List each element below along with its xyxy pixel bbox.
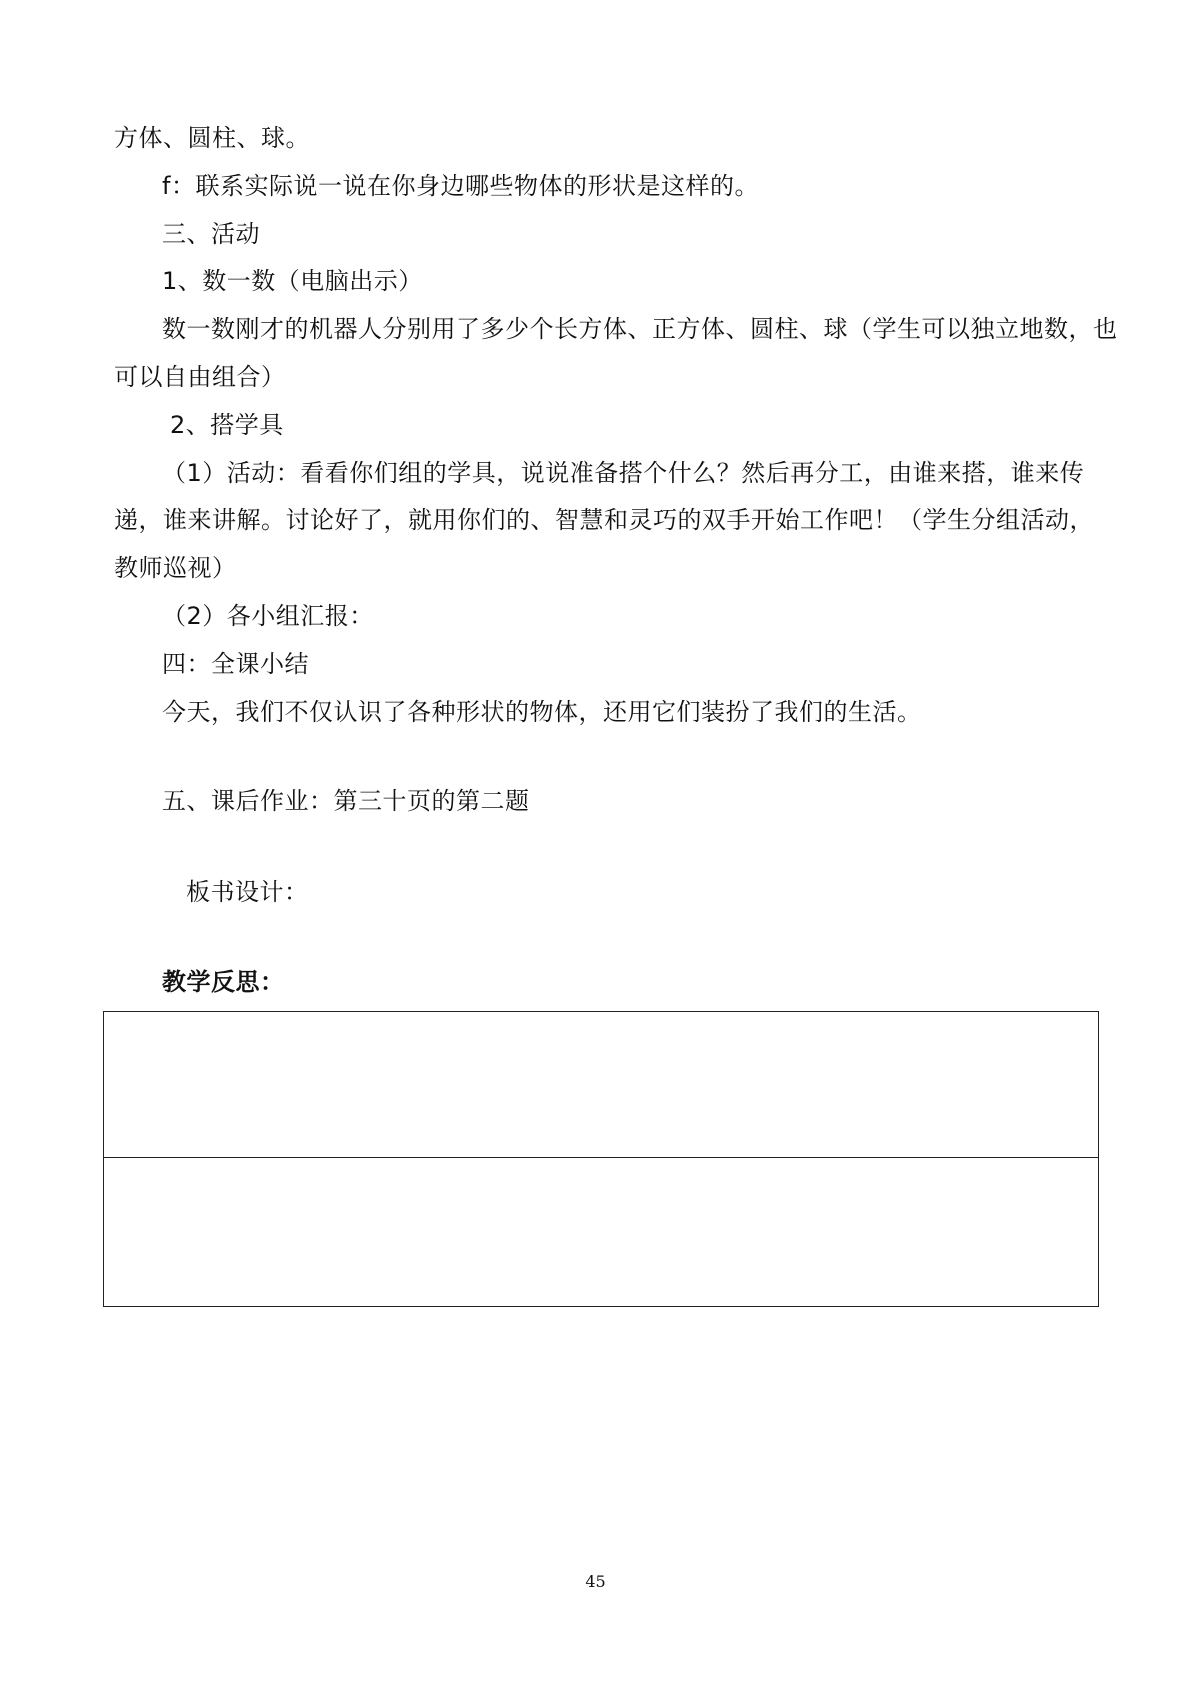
- board-design-label: 板书设计：: [186, 878, 309, 906]
- section-heading-homework: 五、课后作业：第三十页的第二题: [162, 787, 530, 815]
- text-line-13: 今天，我们不仅认识了各种形状的物体，还用它们装扮了我们的生活。: [162, 698, 922, 726]
- reflection-row-1: [104, 1012, 1098, 1158]
- text-line-5: 数一数刚才的机器人分别用了多少个长方体、正方体、圆柱、球（学生可以独立地数，也: [162, 315, 1118, 343]
- text-line-10: 教师巡视）: [114, 554, 237, 582]
- text-line-4: 1、数一数（电脑出示）: [162, 267, 423, 295]
- text-line-8: （1）活动：看看你们组的学具，说说准备搭个什么？然后再分工，由谁来搭，谁来传: [162, 459, 1085, 487]
- section-heading-summary: 四：全课小结: [162, 650, 309, 678]
- teaching-reflection-heading: 教学反思：: [162, 968, 285, 996]
- text-line-9: 递，谁来讲解。讨论好了，就用你们的、智慧和灵巧的双手开始工作吧！（学生分组活动，: [114, 506, 1094, 534]
- page-number: 45: [585, 1572, 606, 1591]
- text-line-11: （2）各小组汇报：: [162, 602, 374, 630]
- text-line-2: f：联系实际说一说在你身边哪些物体的形状是这样的。: [162, 172, 759, 200]
- text-line-6: 可以自由组合）: [114, 363, 286, 391]
- section-heading-activity: 三、活动: [162, 220, 260, 248]
- reflection-row-2: [104, 1158, 1098, 1306]
- text-line-1: 方体、圆柱、球。: [114, 124, 310, 152]
- text-line-7: 2、搭学具: [170, 411, 284, 439]
- reflection-table: [103, 1011, 1099, 1307]
